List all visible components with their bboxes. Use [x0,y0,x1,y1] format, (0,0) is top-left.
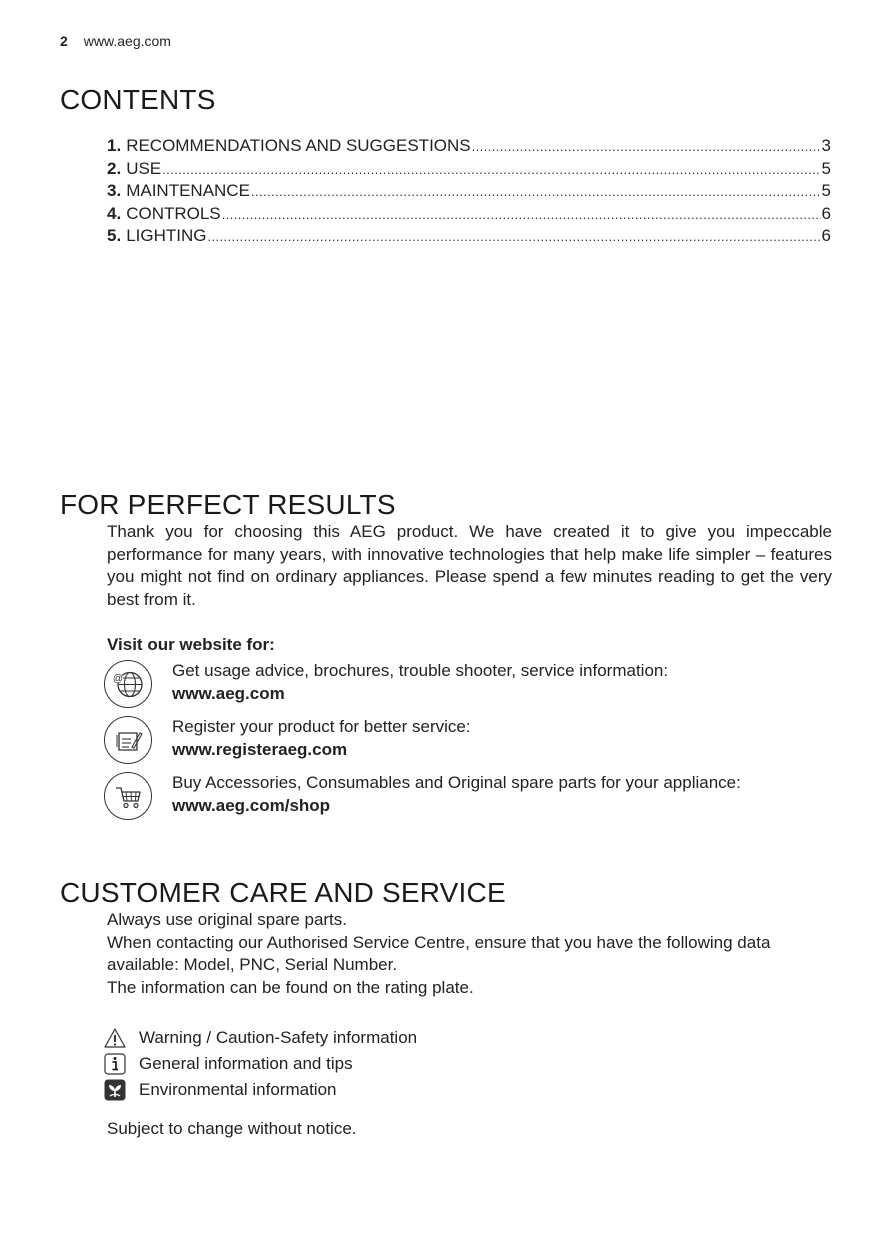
toc-item-label: LIGHTING [126,226,207,245]
toc-item-label: RECOMMENDATIONS AND SUGGESTIONS [126,136,471,155]
notice-text: Subject to change without notice. [107,1119,357,1138]
care-line: Always use original spare parts. [107,910,348,929]
legend-info [104,1053,504,1077]
visit-title: Visit our website for: [107,635,275,654]
legend-label: General information and tips [139,1054,353,1073]
legend-label: Environmental information [139,1080,337,1099]
globe-at-icon [104,660,152,708]
visit-item-shop [104,772,844,824]
visit-item-text-block [172,771,741,817]
visit-item-link[interactable]: www.registeraeg.com [172,740,348,759]
legend-environment [104,1079,504,1103]
toc-item-number: 2. [107,158,122,178]
care-line: The information can be found on the rating plate. [107,978,474,998]
register-form-icon [104,716,152,764]
toc-item[interactable] [107,203,831,226]
toc-item-page: 5 [821,181,831,200]
legend-label: Warning / Caution-Safety information [139,1028,418,1047]
care-paragraph [107,909,832,1000]
visit-item-register [104,716,844,768]
visit-item-text: Get usage advice, brochures, trouble shooter, service information: [172,661,669,680]
care-line: When contacting our Authorised Service Centre, ensure that you have the following data available: Model, PNC, Serial Number. [107,932,771,975]
toc-leader-dots [162,158,820,182]
header-website[interactable]: www.aeg.com [83,33,171,49]
toc-item-number: 3. [107,181,122,200]
table-of-contents [107,135,831,248]
warning-icon [104,1027,126,1049]
toc-leader-dots [472,135,821,159]
toc-item-page: 5 [821,158,831,178]
toc-item-number: 4. [107,203,122,223]
toc-item-label: USE [126,158,162,178]
results-title: FOR PERFECT RESULTS [60,489,396,520]
toc-item-page: 3 [821,136,831,155]
toc-leader-dots [207,225,820,249]
toc-item-label: CONTROLS [126,203,221,223]
toc-item-page: 6 [821,203,831,223]
page-number: 2 [60,33,68,49]
visit-item-link[interactable]: www.aeg.com [172,684,285,703]
visit-item-text-block [172,715,471,761]
toc-leader-dots [251,180,821,204]
toc-item[interactable] [107,180,831,203]
svg-text:@: @ [113,673,124,685]
toc-item-label: MAINTENANCE [126,181,250,200]
visit-item-text: Buy Accessories, Consumables and Original spare parts for your appliance: [172,773,741,792]
toc-item[interactable] [107,225,831,248]
page-header [60,33,171,49]
care-title: CUSTOMER CARE AND SERVICE [60,877,506,908]
intro-paragraph: Thank you for choosing this AEG product. We have created it to give you impeccable performance for many years, with innovative technologies that help make life simpler – features you might not find on ordinary appliances. Please spend a few minutes reading to get the very best from it. [107,522,832,610]
info-icon [104,1053,126,1075]
toc-item-number: 5. [107,226,122,245]
toc-item-page: 6 [821,226,831,245]
visit-item-link[interactable]: www.aeg.com/shop [172,796,331,815]
contents-title: CONTENTS [60,84,216,115]
visit-item-text: Register your product for better service: [172,717,471,736]
toc-item-number: 1. [107,136,122,155]
environment-icon [104,1079,126,1101]
shopping-cart-icon [104,772,152,820]
toc-item[interactable] [107,158,831,181]
toc-item[interactable] [107,135,831,158]
legend-warning [104,1027,504,1051]
visit-item-text-block [172,659,668,705]
toc-leader-dots [222,203,821,227]
visit-item-usage [104,660,844,712]
